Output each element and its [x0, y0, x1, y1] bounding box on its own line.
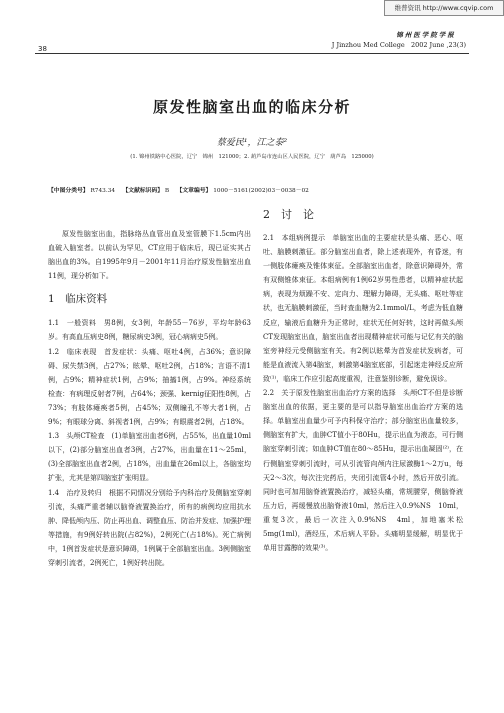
paragraph-treatment-outcome: 1.4 治疗及转归 根据不同情况分别给予内科治疗及侧脑室穿刺引流，头痛严重者辅以脑脊液置换治疗，所有的病例均应用抗水肿、降低颅内压、防止再出血、调整血压、防治并发症、加强护理等措施，有9例好转出院(占82%)，2例死亡(占18%)。死亡病例中，1例首发症状是意识障碍，1例属于全部脑室出血。3例侧脑室穿刺引流者，2例死亡，1例好转出院。 — [48, 488, 251, 567]
section-heading-clinical-data: 1 临床资料 — [48, 293, 108, 306]
paragraph-treatment-selection: 2.2 关于原发性脑室出血治疗方案的选择 头颅CT不但是诊断脑室出血的依据，更主要的是可以指导脑室出血治疗方案的选择。单脑室出血量少可予内科保守治疗；部分脑室出血量较多，侧脑室有扩大，血肿CT值小于80Hu，提示出血为液态，可行侧脑室穿刺引流；如血肿CT值在80～85Hu，提示出血凝固⁽²⁾，在行侧脑室穿刺引流时，可从引流管向颅内注尿激酶1～2万u，每天2～3次，每次注完药后，夹闭引流管4小时，然后开放引流。同时也可加用脑脊液置换治疗，减轻头痛，常规腰穿，侧脑脊液压力后，再缓慢放出脑脊液10ml，然后注入0.9%NS 10ml，重复3次，最后一次注入0.9%NS 4ml，加地塞米松5mg(1ml)，酒经压，术后病人平卧。头痛明显缓解，明显优于单用甘露醇的效果⁽³⁾。 — [263, 389, 463, 553]
classification-line — [48, 185, 309, 194]
author-affiliation: (1. 锦州铁路中心医院，辽宁 锦州 121000；2. 葫芦岛市连山区人民医院，辽宁 葫芦岛 125000) — [130, 154, 374, 160]
paragraph-ct-examination: 1.3 头颅CT检查 (1)单脑室出血者6例，占55%，出血量10ml以下，(2)部分脑室出血者3例，占27%，出血量在11～25ml，(3)全部脑室出血者2例，占18%，出血量在26ml以上，各脑室均扩张，尤其是第四脑室扩张明显。 — [48, 432, 251, 483]
paragraph-case-findings: 2.1 本组病例提示 单脑室出血的主要症状是头痛、恶心、呕吐、脑膜刺激征。部分脑室出血者，除上述表现外，有昏迷，有一侧肢体瘫痪及锥体束征。全部脑室出血者，除意识障碍外，常有双侧锥体束征。本组病例有1例62岁男性患者，以精神症状起病，表现为烦躁不安、定向力、理解力障碍，无头痛、呕吐等症状，也无脑膜刺激征，当时查血糖为2.1mmol/L，考虑为低血糖反应，输液后血糖升为正常时，症状无任何好转，这时再做头颅CT发现脑室出血，脑室出血者出现精神症状可能与记忆有关的脑室旁神经元受侧脑室有关。有2例以眩晕为首发症状发病者，可能是血液流入第4脑室，刺激第4脑室底部，引起迷走神经反应所致⁽¹⁾，临床工作应引起高度重视，注意鉴别诊断，避免误诊。 — [263, 234, 463, 383]
journal-title-en — [332, 41, 466, 49]
journal-issue: 2002 June ,23(3) — [410, 41, 466, 49]
clc-label: 【中图分类号】 — [48, 188, 89, 194]
journal-title-cn: 锦州医学院学报 — [396, 31, 456, 39]
article-title: 原发性脑室出血的临床分析 — [152, 98, 351, 116]
paragraph-clinical-manifestation: 1.2 临床表现 首发症状：头痛、呕吐4例，占36%；意识障碍、尿失禁3例，占27%；眩晕、呕吐2例，占18%；言语不清1例，占9%；精神症状1例，占9%；抽搐1例，占9%。神经系统检查：有病理反射者7例，占64%；颈强、kernig征阳性8例，占73%；有肢体瘫痪者5例，占45%；双侧瞳孔不等大者1例，占9%；有眼球分离、斜视者1例，占9%；有眼震者2例，占18%。 — [48, 347, 251, 427]
intro-paragraph: 原发性脑室出血，指脉络丛血管出血及室管膜下1.5cm内出血破入脑室者。以前认为罕见，CT应用于临床后，现已证实其占脑出血的3%。自1995年9月－2001年11月治疗原发性脑室出血11例，现分析如下。 — [48, 230, 251, 281]
right-column — [263, 202, 463, 555]
article-authors: 蔡爱民¹，江之泰² — [216, 138, 288, 148]
doc-code-label: 【文献标识码】 — [122, 188, 164, 194]
doc-code-value: B — [164, 188, 170, 194]
article-no-label: 【文章编号】 — [176, 188, 212, 194]
paragraph-general-data: 1.1 一般资料 男8例，女3例，年龄55－76岁，平均年龄63岁。有高血压病史8例，糖尿病史3例，冠心病病史5例。 — [48, 319, 251, 342]
watermark-banner[interactable]: 维普资讯 http://www.cqvip.com — [384, 0, 504, 16]
clc-value: R743.34 — [90, 188, 116, 194]
section-heading-discussion: 2 讨 论 — [263, 208, 314, 221]
journal-name-en: J Jinzhou Med College — [331, 41, 405, 49]
page-number: 38 — [38, 45, 47, 53]
article-no-value: 1000－5161(2002)03－0038－02 — [213, 188, 309, 194]
left-column — [48, 227, 251, 570]
header-divider — [35, 53, 469, 54]
